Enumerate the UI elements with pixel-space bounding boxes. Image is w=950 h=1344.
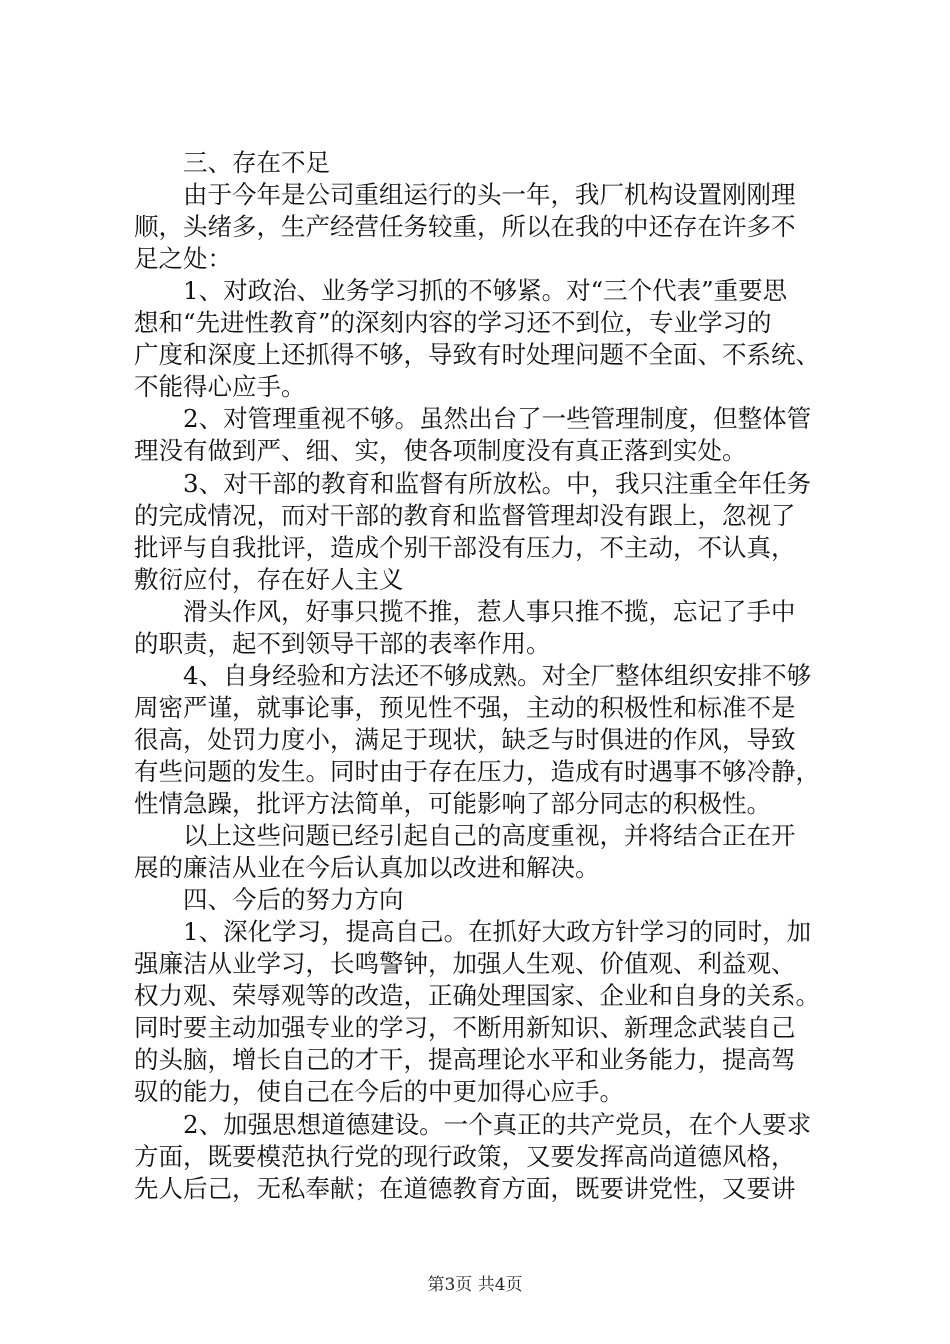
text-line: 足之处： bbox=[134, 244, 232, 274]
text-line: 的完成情况，而对干部的教育和监督管理却没有跟上，忽视了 bbox=[134, 500, 796, 530]
text-line: 周密严谨，就事论事，预见性不强，主动的积极性和标准不是 bbox=[134, 692, 796, 722]
text-line: 广度和深度上还抓得不够，导致有时处理问题不全面、不系统、 bbox=[134, 340, 820, 370]
text-line: 很高，处罚力度小，满足于现状，缺乏与时俱进的作风，导致 bbox=[134, 724, 796, 754]
text-line: 的职责，起不到领导干部的表率作用。 bbox=[134, 628, 551, 658]
text-line: 同时要主动加强专业的学习，不断用新知识、新理念武装自己 bbox=[134, 1013, 796, 1043]
page-footer: 第3页 共4页 bbox=[427, 1275, 523, 1295]
text-line: 滑头作风，好事只揽不推，惹人事只推不揽，忘记了手中 bbox=[134, 596, 796, 626]
text-line: 性情急躁，批评方法简单，可能影响了部分同志的积极性。 bbox=[134, 789, 771, 818]
text-line: 1、对政治、业务学习抓的不够紧。对“三个代表”重要思 bbox=[134, 276, 788, 306]
text-line: 不能得心应手。 bbox=[134, 372, 306, 402]
text-line: 三、存在不足 bbox=[134, 148, 330, 177]
text-line: 四、今后的努力方向 bbox=[134, 885, 404, 915]
text-line: 展的廉洁从业在今后认真加以改进和解决。 bbox=[134, 853, 600, 883]
text-line: 以上这些问题已经引起自己的高度重视，并将结合正在开 bbox=[134, 821, 796, 851]
text-line: 理没有做到严、细、实，使各项制度没有真正落到实处。 bbox=[134, 436, 747, 466]
text-line: 先人后己，无私奉献；在道德教育方面，既要讲党性，又要讲 bbox=[134, 1173, 796, 1203]
text-line: 4、自身经验和方法还不够成熟。对全厂整体组织安排不够 bbox=[134, 660, 812, 690]
text-line: 驭的能力，使自己在今后的中更加得心应手。 bbox=[134, 1077, 624, 1107]
text-line: 敷衍应付，存在好人主义 bbox=[134, 564, 404, 594]
text-line: 批评与自我批评，造成个别干部没有压力，不主动，不认真， bbox=[134, 532, 796, 562]
text-line: 3、对干部的教育和监督有所放松。中，我只注重全年任务 bbox=[134, 468, 812, 498]
text-line: 的头脑，增长自己的才干，提高理论水平和业务能力，提高驾 bbox=[134, 1045, 796, 1075]
text-line: 2、对管理重视不够。虽然出台了一些管理制度，但整体管 bbox=[134, 404, 812, 434]
text-line: 有些问题的发生。同时由于存在压力，造成有时遇事不够冷静， bbox=[134, 756, 820, 786]
text-line: 方面，既要模范执行党的现行政策，又要发挥高尚道德风格， bbox=[134, 1141, 796, 1171]
text-line: 2、加强思想道德建设。一个真正的共产党员，在个人要求 bbox=[134, 1109, 812, 1139]
text-line: 1、深化学习，提高自己。在抓好大政方针学习的同时，加 bbox=[134, 917, 812, 947]
text-line: 权力观、荣辱观等的改造，正确处理国家、企业和自身的关系。 bbox=[134, 981, 820, 1011]
text-line: 想和“先进性教育”的深刻内容的学习还不到位，专业学习的 bbox=[134, 308, 772, 338]
text-line: 由于今年是公司重组运行的头一年，我厂机构设置刚刚理 bbox=[134, 180, 796, 210]
text-line: 强廉洁从业学习，长鸣警钟，加强人生观、价值观、利益观、 bbox=[134, 949, 796, 979]
text-line: 顺，头绪多，生产经营任务较重，所以在我的中还存在许多不 bbox=[134, 212, 796, 242]
